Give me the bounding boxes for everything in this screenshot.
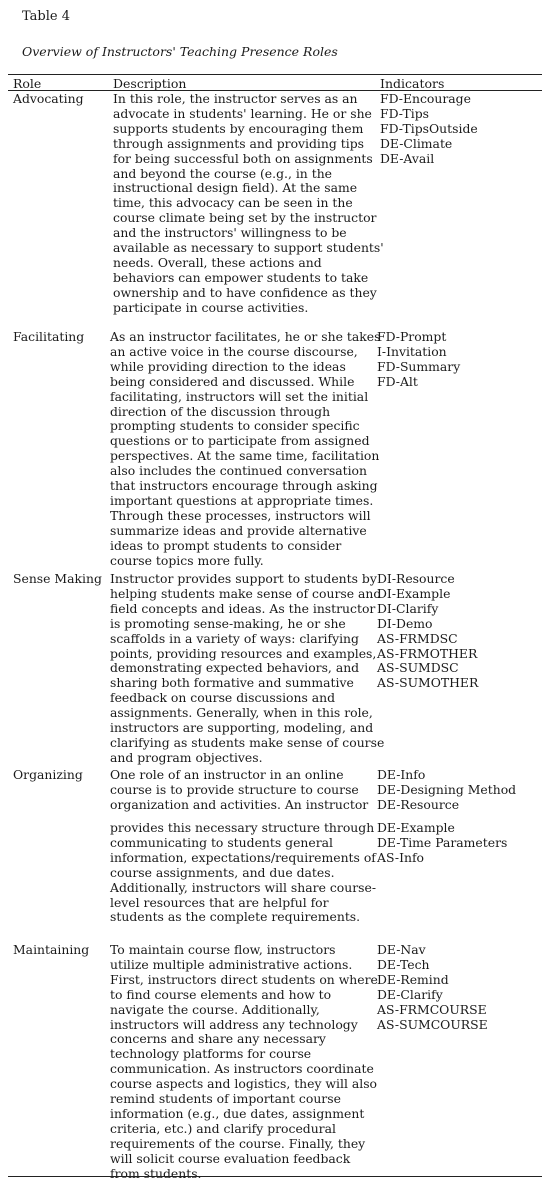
cell-line: advocate in students' learning. He or she: [113, 105, 372, 121]
cell-line: communicating to students general: [110, 834, 334, 850]
cell-line: for being successful both on assignments: [113, 150, 373, 166]
row-indicators-organizing-part2: [377, 821, 507, 866]
cell-line: direction of the discussion through: [110, 403, 331, 419]
cell-line: One role of an instructor in an online: [110, 767, 344, 782]
row-description-organizing-part1: [110, 768, 368, 813]
table-caption: Overview of Instructors' Teaching Presence Roles: [22, 44, 338, 59]
cell-line: concerns and share any necessary: [110, 1031, 326, 1047]
cell-line: AS-FRMCOURSE: [377, 1001, 487, 1017]
row-indicators-sense-making: [377, 572, 478, 691]
cell-line: communication. As instructors coordinate: [110, 1061, 374, 1077]
cell-line: course assignments, and due dates.: [110, 864, 335, 880]
cell-line: technology platforms for course: [110, 1046, 312, 1062]
cell-line: instructional design field). At the same: [113, 180, 358, 196]
header-description: Description: [113, 76, 187, 91]
cell-line: clarifying as students make sense of course: [110, 734, 385, 750]
cell-line: information (e.g., due dates, assignment: [110, 1105, 365, 1121]
cell-line: FD-Alt: [377, 373, 418, 389]
cell-line: FD-TipsOutside: [380, 120, 478, 136]
cell-line: and the instructors' willingness to be: [113, 225, 347, 241]
cell-line: As an instructor facilitates, he or she takes: [110, 329, 381, 344]
cell-line: First, instructors direct students on where: [110, 971, 378, 987]
cell-line: supports students by encouraging them: [113, 120, 364, 136]
cell-line: DE-Resource: [377, 796, 460, 812]
cell-line: DI-Example: [377, 585, 451, 601]
cell-line: DE-Clarify: [377, 986, 443, 1002]
cell-line: behaviors can empower students to take: [113, 269, 369, 285]
cell-line: AS-SUMCOURSE: [377, 1016, 488, 1032]
cell-line: field concepts and ideas. As the instructor: [110, 600, 376, 616]
cell-line: DE-Info: [377, 767, 426, 782]
cell-line: feedback on course discussions and: [110, 690, 336, 706]
cell-line: being considered and discussed. While: [110, 373, 355, 389]
cell-line: will solicit course evaluation feedback: [110, 1150, 351, 1166]
cell-line: an active voice in the course discourse,: [110, 343, 358, 359]
cell-line: important questions at appropriate times.: [110, 492, 374, 508]
row-description-facilitating: [110, 330, 380, 569]
cell-line: In this role, the instructor serves as an: [113, 91, 358, 106]
cell-line: Instructor provides support to students by: [110, 571, 377, 586]
cell-line: DE-Avail: [380, 150, 435, 166]
cell-line: DE-Climate: [380, 135, 453, 151]
table-top-rule: [8, 74, 542, 75]
cell-line: navigate the course. Additionally,: [110, 1001, 320, 1017]
cell-line: helping students make sense of course and: [110, 585, 382, 601]
cell-line: to find course elements and how to: [110, 986, 332, 1002]
row-description-maintaining: [110, 943, 378, 1182]
cell-line: FD-Encourage: [380, 91, 471, 106]
cell-line: DE-Example: [377, 820, 455, 835]
cell-line: demonstrating expected behaviors, and: [110, 660, 360, 676]
cell-line: DE-Nav: [377, 942, 426, 957]
cell-line: level resources that are helpful for: [110, 894, 329, 910]
table-bottom-rule: [8, 1176, 542, 1177]
cell-line: instructors will address any technology: [110, 1016, 358, 1032]
row-description-sense-making: [110, 572, 384, 766]
row-description-organizing-part2: [110, 821, 376, 925]
row-role-organizing: Organizing: [13, 767, 83, 782]
cell-line: DE-Remind: [377, 971, 449, 987]
cell-line: requirements of the course. Finally, they: [110, 1135, 366, 1151]
row-indicators-facilitating: [377, 330, 460, 390]
cell-line: course is to provide structure to course: [110, 781, 359, 797]
cell-line: sharing both formative and summative: [110, 675, 354, 691]
row-role-facilitating: Facilitating: [13, 329, 85, 344]
cell-line: while providing direction to the ideas: [110, 358, 346, 374]
cell-line: time, this advocacy can be seen in the: [113, 195, 353, 211]
cell-line: AS-SUMDSC: [377, 660, 459, 676]
cell-line: needs. Overall, these actions and: [113, 254, 322, 270]
row-role-maintaining: Maintaining: [13, 942, 90, 957]
cell-line: information, expectations/requirements of: [110, 849, 376, 865]
cell-line: utilize multiple administrative actions.: [110, 956, 353, 972]
cell-line: students as the complete requirements.: [110, 909, 361, 925]
cell-line: AS-SUMOTHER: [377, 675, 479, 691]
row-role-sense-making: Sense Making: [13, 571, 102, 586]
cell-line: provides this necessary structure through: [110, 820, 375, 835]
cell-line: ideas to prompt students to consider: [110, 537, 342, 553]
cell-line: FD-Tips: [380, 105, 430, 121]
cell-line: DI-Clarify: [377, 600, 439, 616]
cell-line: To maintain course flow, instructors: [110, 942, 336, 957]
cell-line: remind students of important course: [110, 1091, 341, 1107]
table-number: Table 4: [22, 9, 70, 24]
cell-line: DI-Demo: [377, 615, 433, 631]
cell-line: points, providing resources and examples,: [110, 645, 377, 661]
cell-line: from students.: [110, 1165, 202, 1181]
cell-line: participate in course activities.: [113, 299, 309, 315]
cell-line: AS-FRMDSC: [377, 630, 458, 646]
cell-line: Additionally, instructors will share course-: [110, 879, 377, 895]
cell-line: DE-Designing Method: [377, 781, 517, 797]
cell-line: organization and activities. An instructor: [110, 796, 369, 812]
cell-line: ownership and to have confidence as they: [113, 284, 377, 300]
cell-line: Through these processes, instructors will: [110, 507, 371, 523]
cell-line: FD-Summary: [377, 358, 461, 374]
cell-line: and program objectives.: [110, 749, 263, 765]
cell-line: DE-Time Parameters: [377, 834, 508, 850]
cell-line: through assignments and providing tips: [113, 135, 364, 151]
cell-line: criteria, etc.) and clarify procedural: [110, 1120, 336, 1136]
cell-line: is promoting sense-making, he or she: [110, 615, 346, 631]
row-description-advocating: [113, 92, 384, 316]
row-role-advocating: Advocating: [13, 91, 84, 106]
cell-line: instructors are supporting, modeling, and: [110, 720, 374, 736]
cell-line: course aspects and logistics, they will also: [110, 1076, 378, 1092]
cell-line: AS-FRMOTHER: [377, 645, 478, 661]
cell-line: that instructors encourage through asking: [110, 478, 378, 494]
cell-line: FD-Prompt: [377, 329, 447, 344]
cell-line: assignments. Generally, when in this role,: [110, 705, 373, 721]
cell-line: available as necessary to support students': [113, 240, 384, 256]
cell-line: course topics more fully.: [110, 552, 264, 568]
cell-line: DI-Resource: [377, 571, 455, 586]
cell-line: scaffolds in a variety of ways: clarifying: [110, 630, 359, 646]
row-indicators-maintaining: [377, 943, 488, 1032]
cell-line: AS-Info: [377, 849, 424, 865]
cell-line: course climate being set by the instructor: [113, 210, 377, 226]
cell-line: DE-Tech: [377, 956, 430, 972]
cell-line: perspectives. At the same time, facilitation: [110, 448, 380, 464]
header-indicators: Indicators: [380, 76, 445, 91]
cell-line: also includes the continued conversation: [110, 463, 367, 479]
cell-line: and beyond the course (e.g., in the: [113, 165, 333, 181]
cell-line: summarize ideas and provide alternative: [110, 522, 367, 538]
cell-line: facilitating, instructors will set the initial: [110, 388, 369, 404]
header-role: Role: [13, 76, 42, 91]
row-indicators-organizing-part1: [377, 768, 516, 813]
row-indicators-advocating: [380, 92, 478, 167]
cell-line: I-Invitation: [377, 343, 447, 359]
cell-line: questions or to participate from assigned: [110, 433, 370, 449]
cell-line: prompting students to consider specific: [110, 418, 360, 434]
